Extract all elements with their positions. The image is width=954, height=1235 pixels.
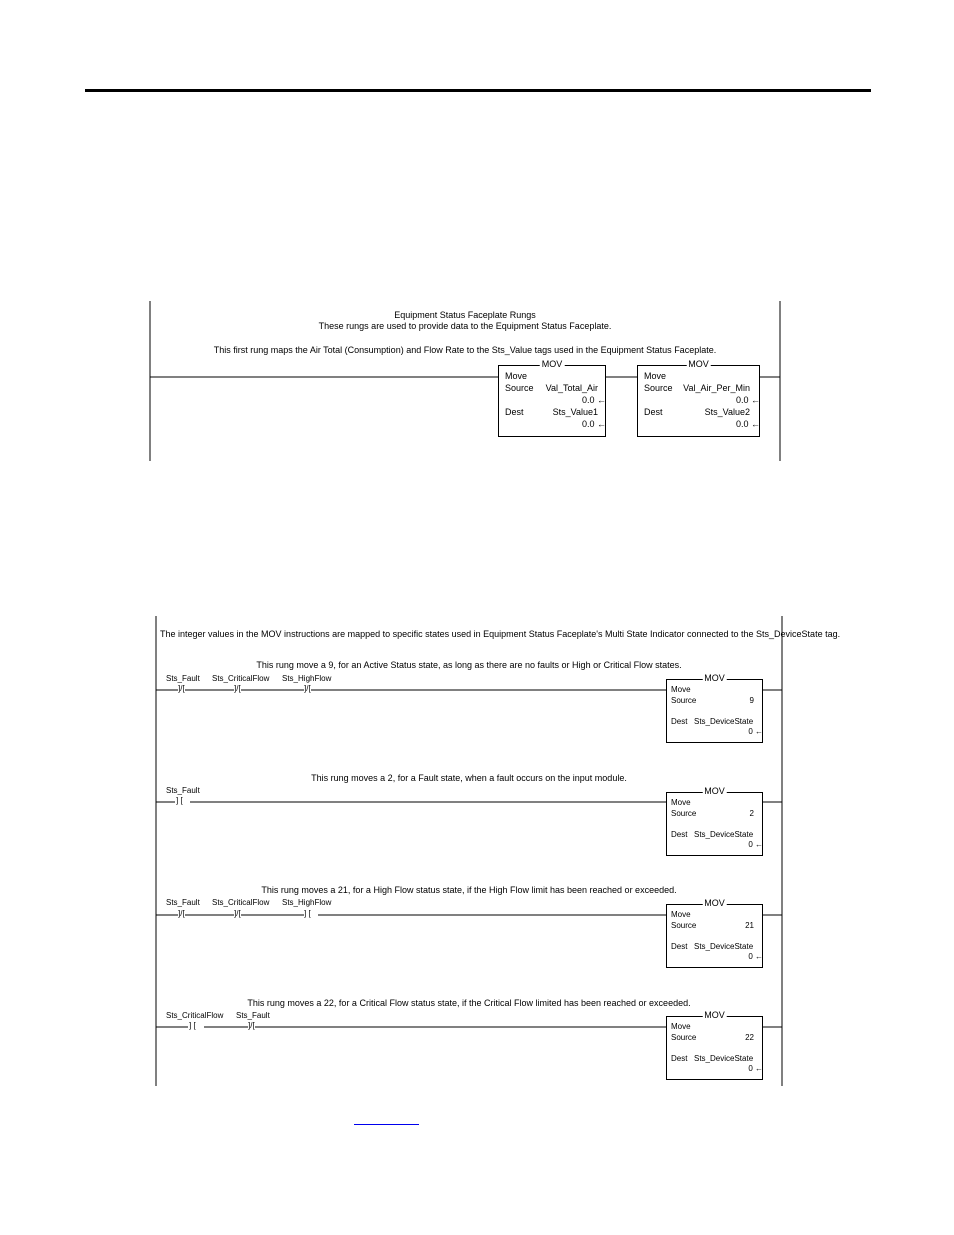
contact-xio[interactable]: ]/[ <box>304 684 311 693</box>
mov-dest-label: Dest <box>671 1054 688 1063</box>
mov-dest-value: 0 ← <box>748 840 763 849</box>
mov-instruction[interactable] <box>666 1010 763 1080</box>
mov-instruction[interactable] <box>666 673 763 743</box>
contact-tag[interactable]: Sts_Fault <box>166 786 200 795</box>
mov-source-label: Source <box>671 1033 697 1042</box>
mov-source-label: Source <box>671 921 697 930</box>
mov-source-label: Source <box>671 809 697 818</box>
rung-group-1-description: These rungs are used to provide data to the Equipment Status Faceplate. <box>318 321 612 331</box>
mov-source-label: Source <box>671 696 697 705</box>
mov-dest-label: Dest <box>505 407 524 417</box>
mov-source-value: 0.0 ← <box>581 395 606 405</box>
mov-name: Move <box>644 371 667 381</box>
rung-comment: This rung moves a 2, for a Fault state, when a fault occurs on the input module. <box>311 773 627 783</box>
rung-1-comment: This first rung maps the Air Total (Consumption) and Flow Rate to the Sts_Value tags used in the Equipment Status Faceplate. <box>213 345 717 355</box>
hyperlink-underline[interactable] <box>354 1124 419 1125</box>
contact-xio[interactable]: ]/[ <box>178 909 185 918</box>
mov-name: Move <box>671 798 691 807</box>
mov-dest-label: Dest <box>644 407 663 417</box>
mov-source-value[interactable]: 22 <box>745 1033 754 1042</box>
contact-tag[interactable]: Sts_CriticalFlow <box>212 898 270 907</box>
mov-title: MOV <box>704 786 725 796</box>
contact-tag[interactable]: Sts_Fault <box>236 1011 270 1020</box>
mov-title: MOV <box>704 673 725 683</box>
contact-tag[interactable]: Sts_Fault <box>166 898 200 907</box>
mov-title: MOV <box>688 359 709 369</box>
mov-name: Move <box>671 910 691 919</box>
mov-source-value[interactable]: 9 <box>749 696 754 705</box>
mov-dest-tag[interactable]: Sts_DeviceState <box>694 717 754 726</box>
mov-dest-tag[interactable]: Sts_DeviceState <box>694 1054 754 1063</box>
rung-group-2-header: The integer values in the MOV instructions are mapped to specific states used in Equipment Status Faceplate's Multi State Indicator connected to the Sts_DeviceState tag. <box>160 629 841 639</box>
contact-xic[interactable]: ] [ <box>304 909 311 918</box>
rung-comment: This rung move a 9, for an Active Status state, as long as there are no faults or High or Critical Flow states. <box>256 660 682 670</box>
mov-source-tag[interactable]: Val_Air_Per_Min <box>683 383 750 393</box>
contact-tag[interactable]: Sts_HighFlow <box>282 674 332 683</box>
mov-title: MOV <box>704 1010 725 1020</box>
rung-group-1-title: Equipment Status Faceplate Rungs <box>394 310 536 320</box>
contact-tag[interactable]: Sts_CriticalFlow <box>166 1011 224 1020</box>
contact-xio[interactable]: ]/[ <box>178 684 185 693</box>
rung-comment: This rung moves a 22, for a Critical Flow status state, if the Critical Flow limited has been reached or exceeded. <box>247 998 691 1008</box>
mov-dest-tag[interactable]: Sts_Value1 <box>552 407 598 417</box>
mov-instruction[interactable] <box>666 786 763 856</box>
mov-dest-label: Dest <box>671 717 688 726</box>
contact-xic[interactable]: ] [ <box>189 1021 196 1030</box>
contact-tag[interactable]: Sts_HighFlow <box>282 898 332 907</box>
mov-dest-label: Dest <box>671 942 688 951</box>
contact-tag[interactable]: Sts_Fault <box>166 674 200 683</box>
contact-xic[interactable]: ] [ <box>176 796 183 805</box>
mov-source-label: Source <box>505 383 534 393</box>
mov-dest-value: 0 ← <box>748 1064 763 1073</box>
mov-title: MOV <box>704 898 725 908</box>
mov-source-value: 0.0 ← <box>735 395 760 405</box>
contact-xio[interactable]: ]/[ <box>248 1021 255 1030</box>
rung-comment: This rung moves a 21, for a High Flow status state, if the High Flow limit has been reached or exceeded. <box>261 885 677 895</box>
mov-source-tag[interactable]: Val_Total_Air <box>545 383 598 393</box>
mov-name: Move <box>671 1022 691 1031</box>
contact-xio[interactable]: ]/[ <box>234 684 241 693</box>
mov-instruction[interactable] <box>666 898 763 968</box>
contact-xio[interactable]: ]/[ <box>234 909 241 918</box>
mov-source-value[interactable]: 2 <box>749 809 754 818</box>
mov-dest-tag[interactable]: Sts_Value2 <box>704 407 750 417</box>
mov-name: Move <box>671 685 691 694</box>
mov-source-label: Source <box>644 383 673 393</box>
mov-title: MOV <box>541 359 563 369</box>
mov-dest-value: 0.0 ← <box>735 419 760 429</box>
mov-source-value[interactable]: 21 <box>745 921 754 930</box>
mov-dest-tag[interactable]: Sts_DeviceState <box>694 942 754 951</box>
mov-dest-value: 0 ← <box>748 727 763 736</box>
mov-dest-value: 0 ← <box>748 952 763 961</box>
mov-name: Move <box>505 371 528 381</box>
mov-dest-tag[interactable]: Sts_DeviceState <box>694 830 754 839</box>
mov-dest-value: 0.0 ← <box>581 419 606 429</box>
contact-tag[interactable]: Sts_CriticalFlow <box>212 674 270 683</box>
mov-dest-label: Dest <box>671 830 688 839</box>
